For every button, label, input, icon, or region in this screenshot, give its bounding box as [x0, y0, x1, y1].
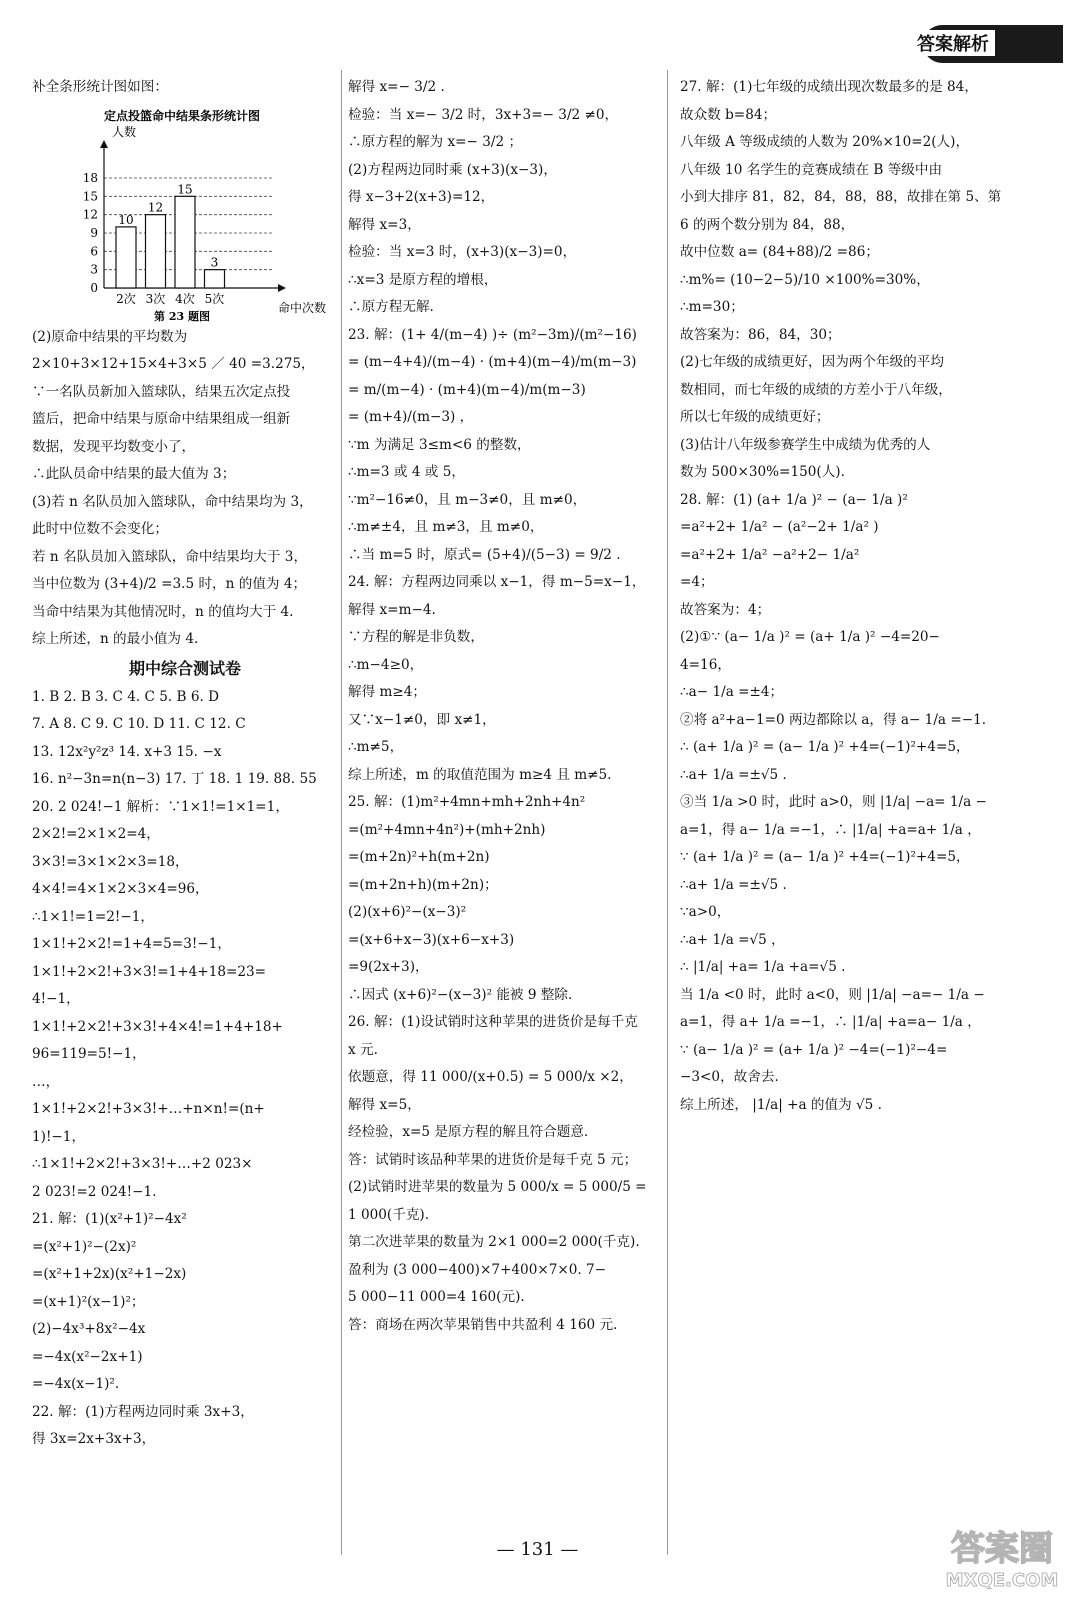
text-line: 3×3!=3×1×2×3=18，: [32, 853, 189, 870]
text-line: ∵方程的解是非负数，: [348, 629, 484, 645]
bar: [175, 196, 195, 288]
x-axis-arrow: [278, 284, 286, 292]
text-line: 解得 x=3，: [348, 216, 421, 233]
column-divider: [341, 70, 342, 1555]
text-line: =a²+2+ 1/a² − (a²−2+ 1/a² ): [680, 519, 879, 535]
text-line: 22. 解：(1)方程两边同时乘 3x+3，: [32, 1403, 254, 1420]
column-divider: [667, 70, 668, 1555]
text-line: ∴当 m=5 时，原式= (5+4)/(5−3) = 9/2 .: [348, 546, 621, 563]
text-line: 当 1/a <0 时，此时 a<0，则 |1/a| −a=− 1/a −: [680, 986, 985, 1003]
text-line: (2)试销时进苹果的数量为 5 000/x = 5 000/5 =: [348, 1179, 647, 1195]
text-line: ∴1×1!=1=2!−1，: [32, 908, 154, 925]
text-line: 故答案为：4；: [680, 601, 771, 618]
text-line: =4；: [680, 574, 714, 590]
text-line: ∵一名队员新加入篮球队，结果五次定点投: [32, 383, 291, 400]
text-line: 7. A 8. C 9. C 10. D 11. C 12. C: [32, 716, 246, 732]
text-line: 若 n 名队员加入篮球队，命中结果均大于 3，: [32, 548, 308, 565]
watermark-logo: [937, 1522, 1067, 1592]
text-line: ∴a+ 1/a =±√5 .: [680, 766, 787, 783]
text-line: = (m−4+4)/(m−4) · (m+4)(m−4)/m(m−3): [348, 354, 637, 370]
text-line: =(x+1)²(x−1)²；: [32, 1293, 145, 1310]
column-right: [680, 74, 1025, 1119]
text-line: 26. 解：(1)设试销时这种苹果的进货价是每千克: [348, 1014, 638, 1030]
text-line: 故答案为：86，84，30；: [680, 326, 841, 343]
bar: [116, 226, 136, 287]
column-left: [32, 74, 338, 1454]
header-title: 答案解析: [911, 30, 995, 56]
text-line: ∴原方程无解.: [348, 299, 434, 315]
text-line: 综上所述，m 的取值范围为 m≥4 且 m≠5.: [348, 766, 612, 783]
text-line: 补全条形统计图如图：: [32, 79, 168, 95]
text-line: ∴a+ 1/a =√5 ，: [680, 931, 785, 948]
bar-value-label: 15: [177, 181, 193, 196]
text-line: 数为 500×30%=150(人).: [680, 464, 845, 480]
text-line: 综上所述，n 的最小值为 4.: [32, 631, 199, 647]
text-line: 2×2!=2×1×2=4，: [32, 826, 160, 842]
text-line: 得 x−3+2(x+3)=12，: [348, 189, 495, 205]
text-line: ∴m−4≥0，: [348, 656, 424, 673]
text-line: 1 000(千克).: [348, 1206, 430, 1223]
text-line: 此时中位数不会变化；: [32, 521, 168, 537]
bar: [146, 214, 166, 287]
y-axis-label: 人数: [112, 124, 137, 139]
text-line: ∴1×1!+2×2!+3×3!+…+2 023×: [32, 1156, 253, 1172]
text-line: 解得 x=5，: [348, 1096, 421, 1113]
text-line: 25. 解：(1)m²+4mn+mh+2nh+4n²: [348, 794, 586, 810]
text-line: 2 023!=2 024!−1.: [32, 1183, 157, 1200]
x-tick-label: 5次: [204, 291, 225, 306]
text-line: 八年级 A 等级成绩的人数为 20%×10=2(人)，: [680, 134, 970, 150]
text-line: 依题意，得 11 000/(x+0.5) = 5 000/x ×2，: [348, 1069, 633, 1085]
text-line: 答：商场在两次苹果销售中共盈利 4 160 元.: [348, 1316, 618, 1333]
y-tick-label: 18: [82, 170, 98, 185]
text-line: 所以七年级的成绩更好；: [680, 409, 830, 425]
text-line: =(m+2n)²+h(m+2n): [348, 849, 490, 865]
text-line: 5 000−11 000=4 160(元).: [348, 1289, 525, 1305]
text-line: ∴m=3 或 4 或 5，: [348, 464, 465, 480]
text-line: 解得 x=m−4.: [348, 601, 436, 618]
bar-value-label: 12: [147, 200, 164, 215]
text-line: ∴此队员命中结果的最大值为 3；: [32, 466, 236, 482]
text-line: ∵m²−16≠0，且 m−3≠0，且 m≠0，: [348, 491, 587, 508]
text-line: 得 3x=2x+3x+3，: [32, 1431, 156, 1447]
text-line: ∴原方程的解为 x=− 3/2 ；: [348, 134, 523, 150]
text-line: 6 的两个数分别为 84，88，: [680, 216, 855, 233]
column-middle: [348, 74, 654, 1339]
text-line: 检验：当 x=3 时，(x+3)(x−3)=0，: [348, 244, 577, 260]
bar-value-label: 3: [210, 255, 219, 270]
text-line: a=1，得 a+ 1/a =−1，∴ |1/a| +a=a− 1/a ，: [680, 1014, 981, 1030]
text-line: 数相同，而七年级的成绩的方差小于八年级，: [680, 381, 952, 398]
text-line: =(x²+1+2x)(x²+1−2x): [32, 1266, 187, 1282]
text-line: 检验：当 x=− 3/2 时，3x+3=− 3/2 ≠0，: [348, 106, 619, 123]
y-tick-label: 12: [82, 207, 98, 222]
text-line: 经检验，x=5 是原方程的解且符合题意.: [348, 1124, 589, 1140]
y-tick-label: 0: [90, 280, 98, 295]
text-line: ∵m 为满足 3≤m<6 的整数，: [348, 436, 531, 453]
x-axis-label: 命中次数: [278, 300, 327, 315]
text-line: 数据，发现平均数变小了，: [32, 438, 196, 455]
y-tick-label: 6: [90, 243, 98, 258]
text-line: ∴m=30；: [680, 299, 744, 315]
text-line: 1×1!+2×2!=1+4=5=3!−1，: [32, 936, 231, 952]
text-line: 第二次进苹果的数量为 2×1 000=2 000(千克).: [348, 1234, 640, 1250]
x-tick-label: 4次: [175, 291, 195, 306]
page-number: — 131 —: [496, 1539, 579, 1560]
watermark-bottom: MXQE.COM: [945, 1570, 1059, 1591]
bar-chart: [32, 102, 338, 324]
text-line: (3)若 n 名队员加入篮球队，命中结果均为 3，: [32, 493, 313, 510]
text-line: 21. 解：(1)(x²+1)²−4x²: [32, 1211, 187, 1227]
chart-caption: 第 23 题图: [154, 309, 210, 323]
text-line: (2)原命中结果的平均数为: [32, 328, 188, 345]
text-line: ③当 1/a >0 时，此时 a>0，则 |1/a| −a= 1/a −: [680, 794, 987, 810]
text-line: 答：试销时该品种苹果的进货价是每千克 5 元；: [348, 1151, 638, 1168]
text-line: ∵ (a+ 1/a )² = (a− 1/a )² +4=(−1)²+4=5，: [680, 849, 970, 865]
text-line: (2)方程两边同时乘 (x+3)(x−3)，: [348, 161, 557, 178]
y-tick-label: 15: [82, 188, 98, 203]
text-line: 1×1!+2×2!+3×3!+…+n×n!=(n+: [32, 1101, 265, 1117]
text-line: ∴ (a+ 1/a )² = (a− 1/a )² +4=(−1)²+4=5，: [680, 739, 970, 755]
text-line: 当命中结果为其他情况时，n 的值均大于 4.: [32, 603, 294, 620]
text-line: (2)−4x³+8x²−4x: [32, 1321, 146, 1337]
section-title: 期中综合测试卷: [128, 658, 241, 678]
text-line: ∵a>0，: [680, 904, 731, 920]
bar: [205, 269, 225, 287]
text-line: 23. 解：(1+ 4/(m−4) )÷ (m²−3m)/(m²−16): [348, 326, 637, 343]
text-line: =a²+2+ 1/a² −a²+2− 1/a²: [680, 546, 860, 563]
text-line: 4=16，: [680, 656, 731, 673]
text-line: 28. 解：(1) (a+ 1/a )² − (a− 1/a )²: [680, 491, 908, 508]
text-line: ∴a− 1/a =±4；: [680, 684, 784, 700]
text-line: (3)估计八年级参赛学生中成绩为优秀的人: [680, 436, 931, 453]
text-line: 八年级 10 名学生的竞赛成绩在 B 等级中由: [680, 161, 943, 178]
x-tick-label: 3次: [145, 291, 166, 306]
text-line: 篮后，把命中结果与原命中结果组成一组新: [32, 411, 291, 427]
y-tick-label: 3: [90, 262, 98, 277]
text-line: ∴m%= (10−2−5)/10 ×100%=30%，: [680, 271, 930, 288]
text-line: =−4x(x²−2x+1): [32, 1348, 143, 1365]
text-line: =(m²+4mn+4n²)+(mh+2nh): [348, 821, 546, 838]
text-line: =9(2x+3)，: [348, 959, 429, 975]
text-line: 解得 x=− 3/2 .: [348, 79, 445, 95]
text-line: (2)(x+6)²−(x−3)²: [348, 904, 467, 920]
text-line: −3<0，故舍去.: [680, 1069, 779, 1085]
text-line: =(x²+1)²−(2x)²: [32, 1238, 137, 1255]
bar-chart-svg: [32, 102, 332, 324]
text-line: 27. 解：(1)七年级的成绩出现次数最多的是 84，: [680, 79, 978, 95]
text-line: 当中位数为 (3+4)/2 =3.5 时，n 的值为 4；: [32, 576, 307, 592]
text-line: 又∵x−1≠0，即 x≠1，: [348, 711, 496, 728]
text-line: (2)①∵ (a− 1/a )² = (a+ 1/a )² −4=20−: [680, 629, 940, 645]
chart-title: 定点投篮命中结果条形统计图: [103, 108, 261, 123]
text-line: ∴m≠±4，且 m≠3，且 m≠0，: [348, 519, 544, 535]
text-line: 1)!−1，: [32, 1128, 86, 1145]
watermark-top: 答案圈: [951, 1529, 1053, 1569]
bar-value-label: 10: [118, 212, 134, 227]
text-line: 故中位数 a= (84+88)/2 =86；: [680, 244, 879, 260]
text-line: 小到大排序 81，82，84，88，88，故排在第 5、第: [680, 189, 1002, 205]
text-line: 4×4!=4×1×2×3×4=96，: [32, 881, 209, 897]
text-line: x 元.: [348, 1041, 378, 1058]
text-line: 96=119=5!−1，: [32, 1046, 146, 1062]
text-line: = (m+4)/(m−3) ，: [348, 409, 474, 425]
text-line: a=1，得 a− 1/a =−1，∴ |1/a| +a=a+ 1/a ，: [680, 821, 981, 838]
text-line: 20. 2 024!−1 解析：∵1×1!=1×1=1，: [32, 798, 289, 815]
text-line: = m/(m−4) · (m+4)(m−4)/m(m−3): [348, 381, 586, 398]
text-line: ②将 a²+a−1=0 两边都除以 a，得 a− 1/a =−1.: [680, 711, 987, 728]
text-line: 1×1!+2×2!+3×3!+4×4!=1+4+18+: [32, 1018, 283, 1035]
y-axis-arrow: [100, 140, 108, 148]
text-line: =−4x(x−1)².: [32, 1376, 120, 1392]
text-line: 1. B 2. B 3. C 4. C 5. B 6. D: [32, 688, 220, 705]
text-line: (2)七年级的成绩更好，因为两个年级的平均: [680, 354, 944, 370]
text-line: ∴m≠5，: [348, 739, 404, 755]
text-line: ∴a+ 1/a =±√5 .: [680, 876, 787, 893]
text-line: 综上所述， |1/a| +a 的值为 √5 .: [680, 1096, 882, 1113]
text-line: =(m+2n+h)(m+2n)；: [348, 876, 498, 893]
text-line: 2×10+3×12+15×4+3×5 ／ 40 =3.275，: [32, 356, 315, 372]
text-line: ∵ (a− 1/a )² = (a+ 1/a )² −4=(−1)²−4=: [680, 1041, 948, 1058]
text-line: 24. 解：方程两边同乘以 x−1，得 m−5=x−1，: [348, 574, 646, 590]
text-line: 解得 m≥4；: [348, 684, 427, 700]
text-line: ∴x=3 是原方程的增根，: [348, 271, 498, 288]
text-line: ∴ |1/a| +a= 1/a +a=√5 .: [680, 959, 846, 975]
text-line: ∴因式 (x+6)²−(x−3)² 能被 9 整除.: [348, 986, 573, 1003]
y-tick-label: 9: [90, 225, 98, 240]
text-line: 盈利为 (3 000−400)×7+400×7×0. 7−: [348, 1261, 607, 1278]
text-line: …，: [32, 1073, 60, 1090]
text-line: 16. n²−3n=n(n−3) 17. 丁 18. 1 19. 88. 55: [32, 771, 317, 787]
text-line: 1×1!+2×2!+3×3!=1+4+18=23=: [32, 963, 267, 980]
text-line: 13. 12x²y²z³ 14. x+3 15. −x: [32, 743, 222, 760]
text-line: 故众数 b=84；: [680, 106, 777, 123]
text-line: =(x+6+x−3)(x+6−x+3): [348, 931, 515, 948]
x-tick-label: 2次: [116, 291, 136, 306]
text-line: 4!−1，: [32, 991, 80, 1007]
